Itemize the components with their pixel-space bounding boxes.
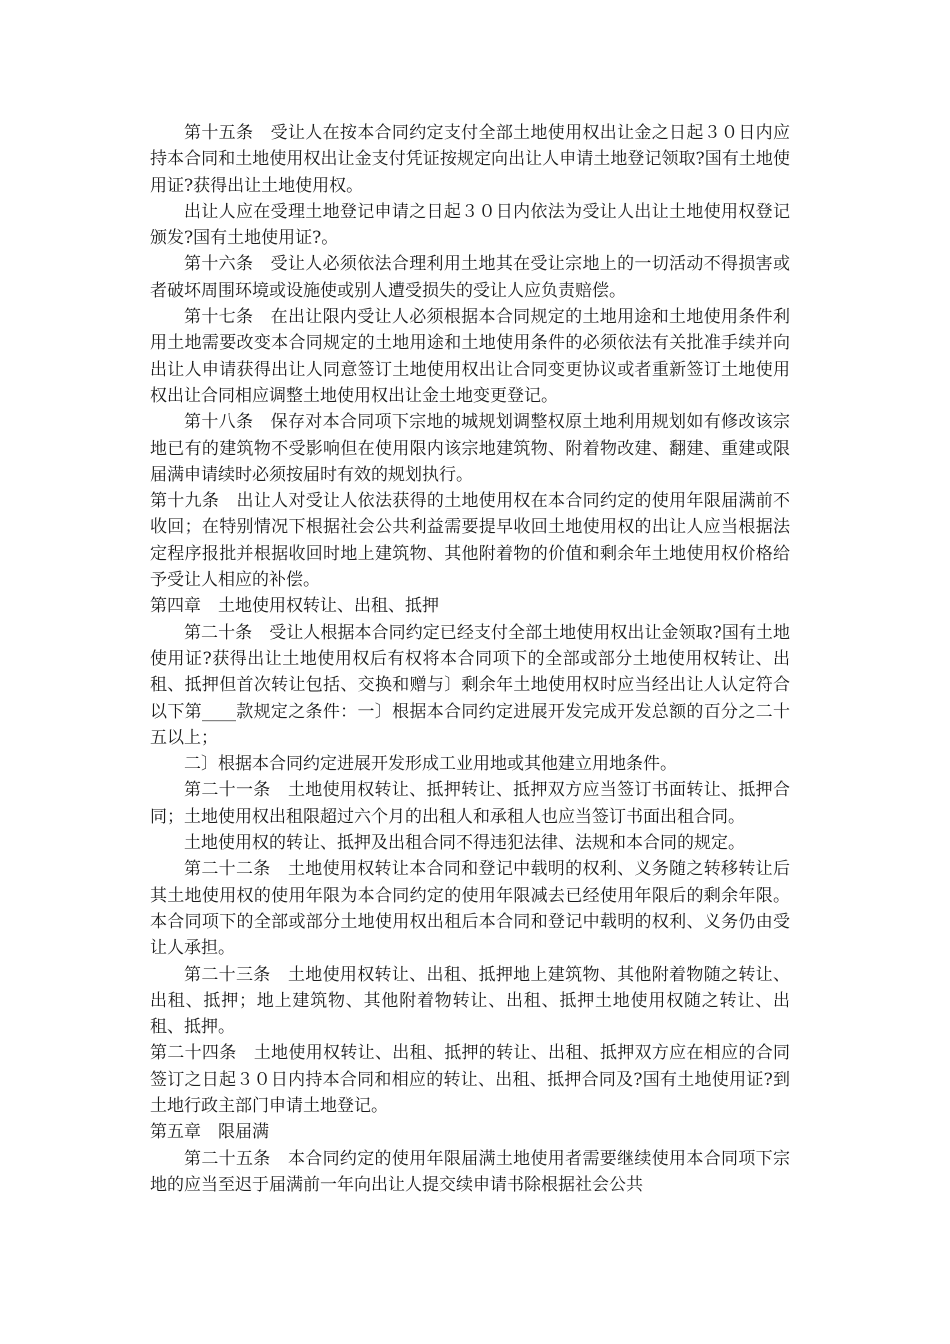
- article-17-paragraph: 第十七条 在出让限内受让人必须根据本合同规定的土地用途和土地使用条件利用土地需要改变本合同规定的土地用途和土地使用条件的必须依法有关批准手续并向出让人申请获得出让人同意签订土地使用权出让合同变更协议或者重新签订土地使用权出让合同相应调整土地使用权出让金土地变更登记。: [150, 307, 790, 406]
- article-25-paragraph: 第二十五条 本合同约定的使用年限届满土地使用者需要继续使用本合同项下宗地的应当至迟于届满前一年向出让人提交续申请书除根据社会公共: [150, 1148, 790, 1195]
- article-19-paragraph: 第十九条 出让人对受让人依法获得的土地使用权在本合同约定的使用年限届满前不收回；在特别情况下根据社会公共利益需要提早收回土地使用权的出让人应当根据法定程序报批并根据收回时地上建筑物、其他附着物的价值和剩余年土地使用权价格给予受让人相应的补偿。: [150, 491, 790, 591]
- article-21-paragraph: 第二十一条 土地使用权转让、抵押转让、抵押双方应当签订书面转让、抵押合同；土地使用权出租限超过六个月的出租人和承租人也应当签订书面出租合同。: [150, 780, 790, 827]
- article-18-paragraph: 第十八条 保存对本合同项下宗地的城规划调整权原土地利用规划如有修改该宗地已有的建筑物不受影响但在使用限内该宗地建筑物、附着物改建、翻建、重建或限届满申请续时必须按届时有效的规划执行。: [150, 412, 790, 485]
- article-22-paragraph: 第二十二条 土地使用权转让本合同和登记中载明的权利、义务随之转移转让后其土地使用权的使用年限为本合同约定的使用年限减去已经使用年限后的剩余年限。本合同项下的全部或部分土地使用权出租后本合同和登记中载明的权利、义务仍由受让人承担。: [150, 859, 790, 959]
- document-page: [150, 120, 790, 1198]
- article-21-second-paragraph: 土地使用权的转让、抵押及出租合同不得违犯法律、法规和本合同的规定。: [184, 833, 745, 854]
- article-23-paragraph: 第二十三条 土地使用权转让、出租、抵押地上建筑物、其他附着物随之转让、出租、抵押；地上建筑物、其他附着物转让、出租、抵押土地使用权随之转让、出租、抵押。: [150, 964, 790, 1038]
- article-15-second-paragraph: 出让人应在受理土地登记申请之日起３０日内依法为受让人出让土地使用权登记颁发?国有土地使用证?。: [150, 201, 790, 249]
- article-20-paragraph: 第二十条 受让人根据本合同约定已经支付全部土地使用权出让金领取?国有土地使用证?获得出让土地使用权后有权将本合同项下的全部或部分土地使用权转让、出租、抵押但首次转让包括、交换和赠与〕剩余年土地使用权时应当经出让人认定符合以下第____款规定之条件：一〕根据本合同约定进展开发完成开发总额的百分之二十五以上；: [150, 622, 790, 748]
- article-15-paragraph: 第十五条 受让人在按本合同约定支付全部土地使用权出让金之日起３０日内应持本合同和土地使用权出让金支付凭证按规定向出让人申请土地登记领取?国有土地使用证?获得出让土地使用权。: [150, 123, 790, 196]
- chapter-5-heading: 第五章 限届满: [150, 1122, 269, 1143]
- article-16-paragraph: 第十六条 受让人必须依法合理利用土地其在受让宗地上的一切活动不得损害或者破坏周围环境或设施使或别人遭受损失的受让人应负责赔偿。: [150, 254, 790, 301]
- article-20-item-2: 二〕根据本合同约定进展开发形成工业用地或其他建立用地条件。: [184, 754, 677, 775]
- chapter-4-heading: 第四章 土地使用权转让、出租、抵押: [150, 596, 439, 617]
- article-24-paragraph: 第二十四条 土地使用权转让、出租、抵押的转让、出租、抵押双方应在相应的合同签订之日起３０日内持本合同和相应的转让、出租、抵押合同及?国有土地使用证?到土地行政主部门申请土地登记。: [150, 1043, 790, 1116]
